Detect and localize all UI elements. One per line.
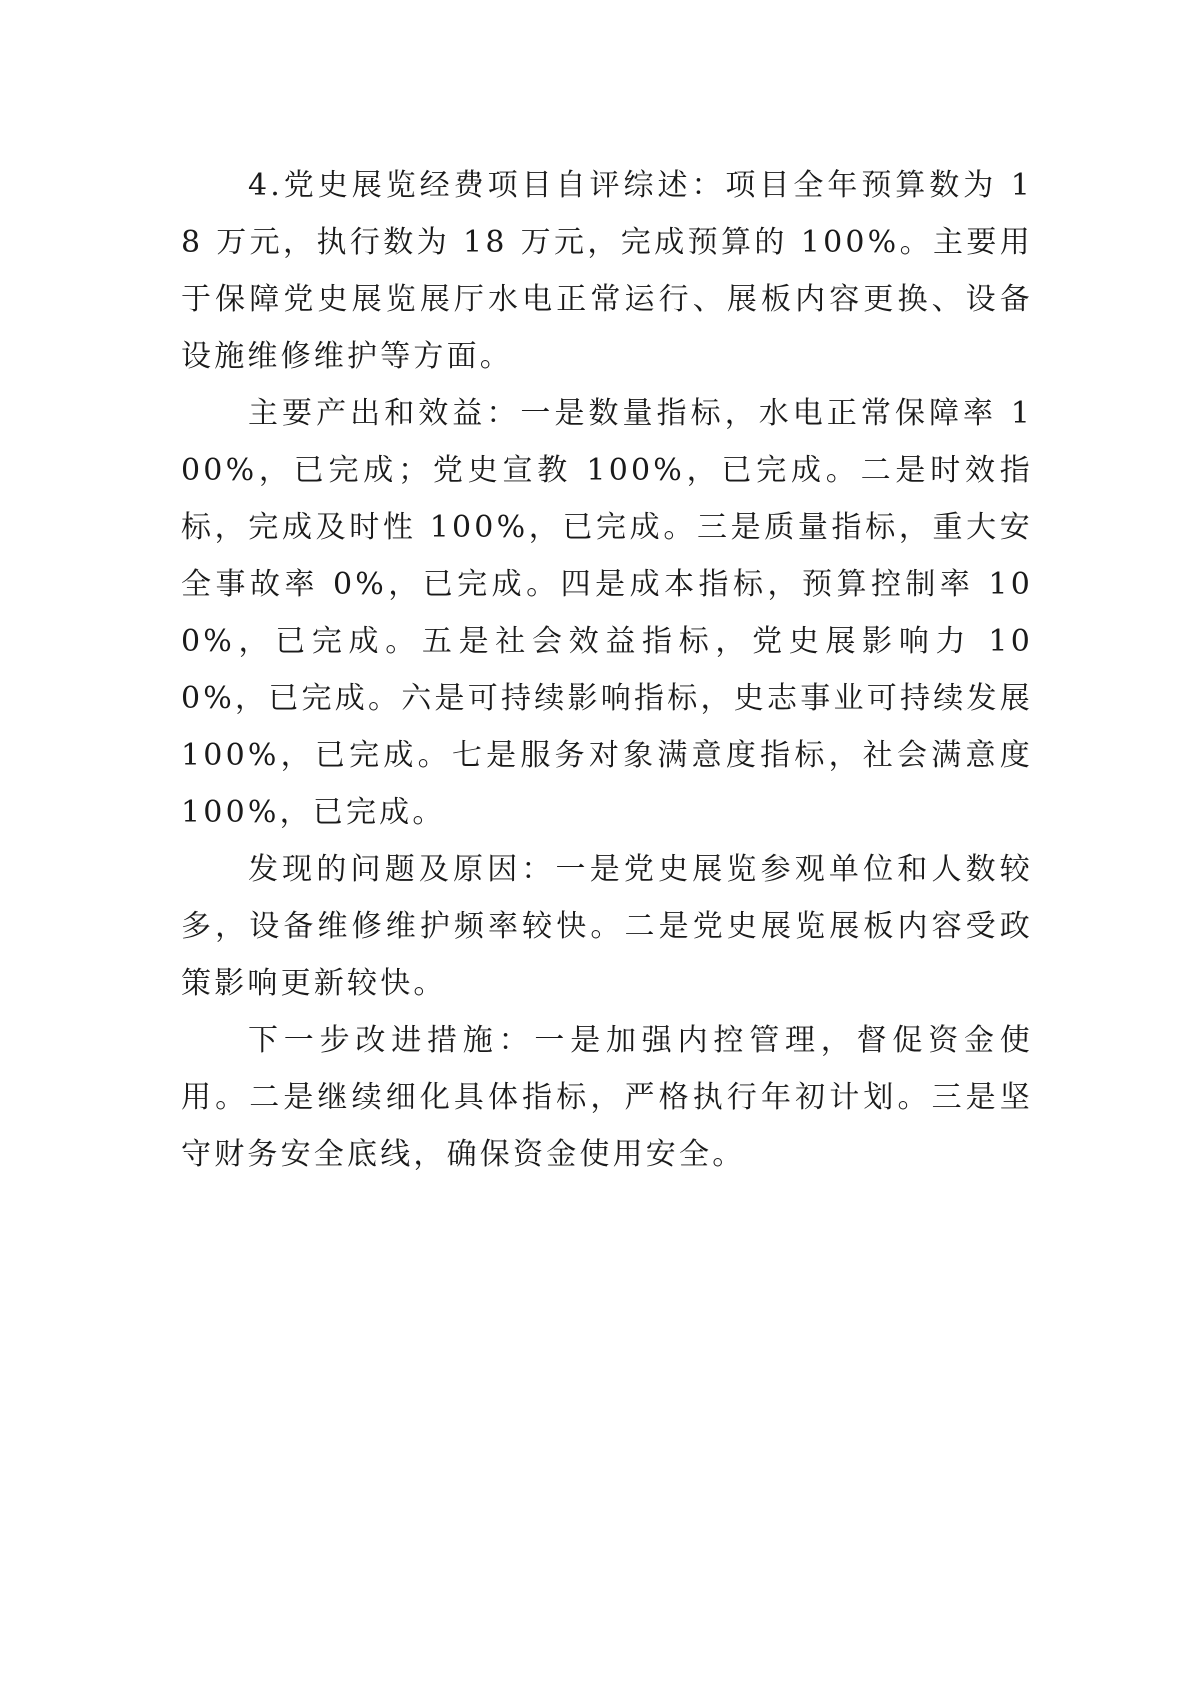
paragraph-project-summary: 4.党史展览经费项目自评综述：项目全年预算数为 18 万元，执行数为 18 万元，完成预算的 100%。主要用于保障党史展览展厅水电正常运行、展板内容更换、设备设施维修维护等方面。	[181, 168, 1033, 374]
paragraph-problems-causes: 发现的问题及原因：一是党史展览参观单位和人数较多，设备维修维护频率较快。二是党史展览展板内容受政策影响更新较快。	[181, 852, 1033, 1001]
paragraph-outputs-benefits: 主要产出和效益：一是数量指标，水电正常保障率 100%，已完成；党史宣教 100%，已完成。二是时效指标，完成及时性 100%，已完成。三是质量指标，重大安全事故率 0%，已完成。四是成本指标，预算控制率 100%，已完成。五是社会效益指标，党史展影响力 100%，已完成。六是可持续影响指标，史志事业可持续发展 100%，已完成。七是服务对象满意度指标，社会满意度 100%，已完成。	[181, 396, 1033, 830]
paragraph-improvement-measures: 下一步改进措施：一是加强内控管理，督促资金使用。二是继续细化具体指标，严格执行年初计划。三是坚守财务安全底线，确保资金使用安全。	[181, 1023, 1033, 1172]
document-body	[181, 157, 1033, 1183]
